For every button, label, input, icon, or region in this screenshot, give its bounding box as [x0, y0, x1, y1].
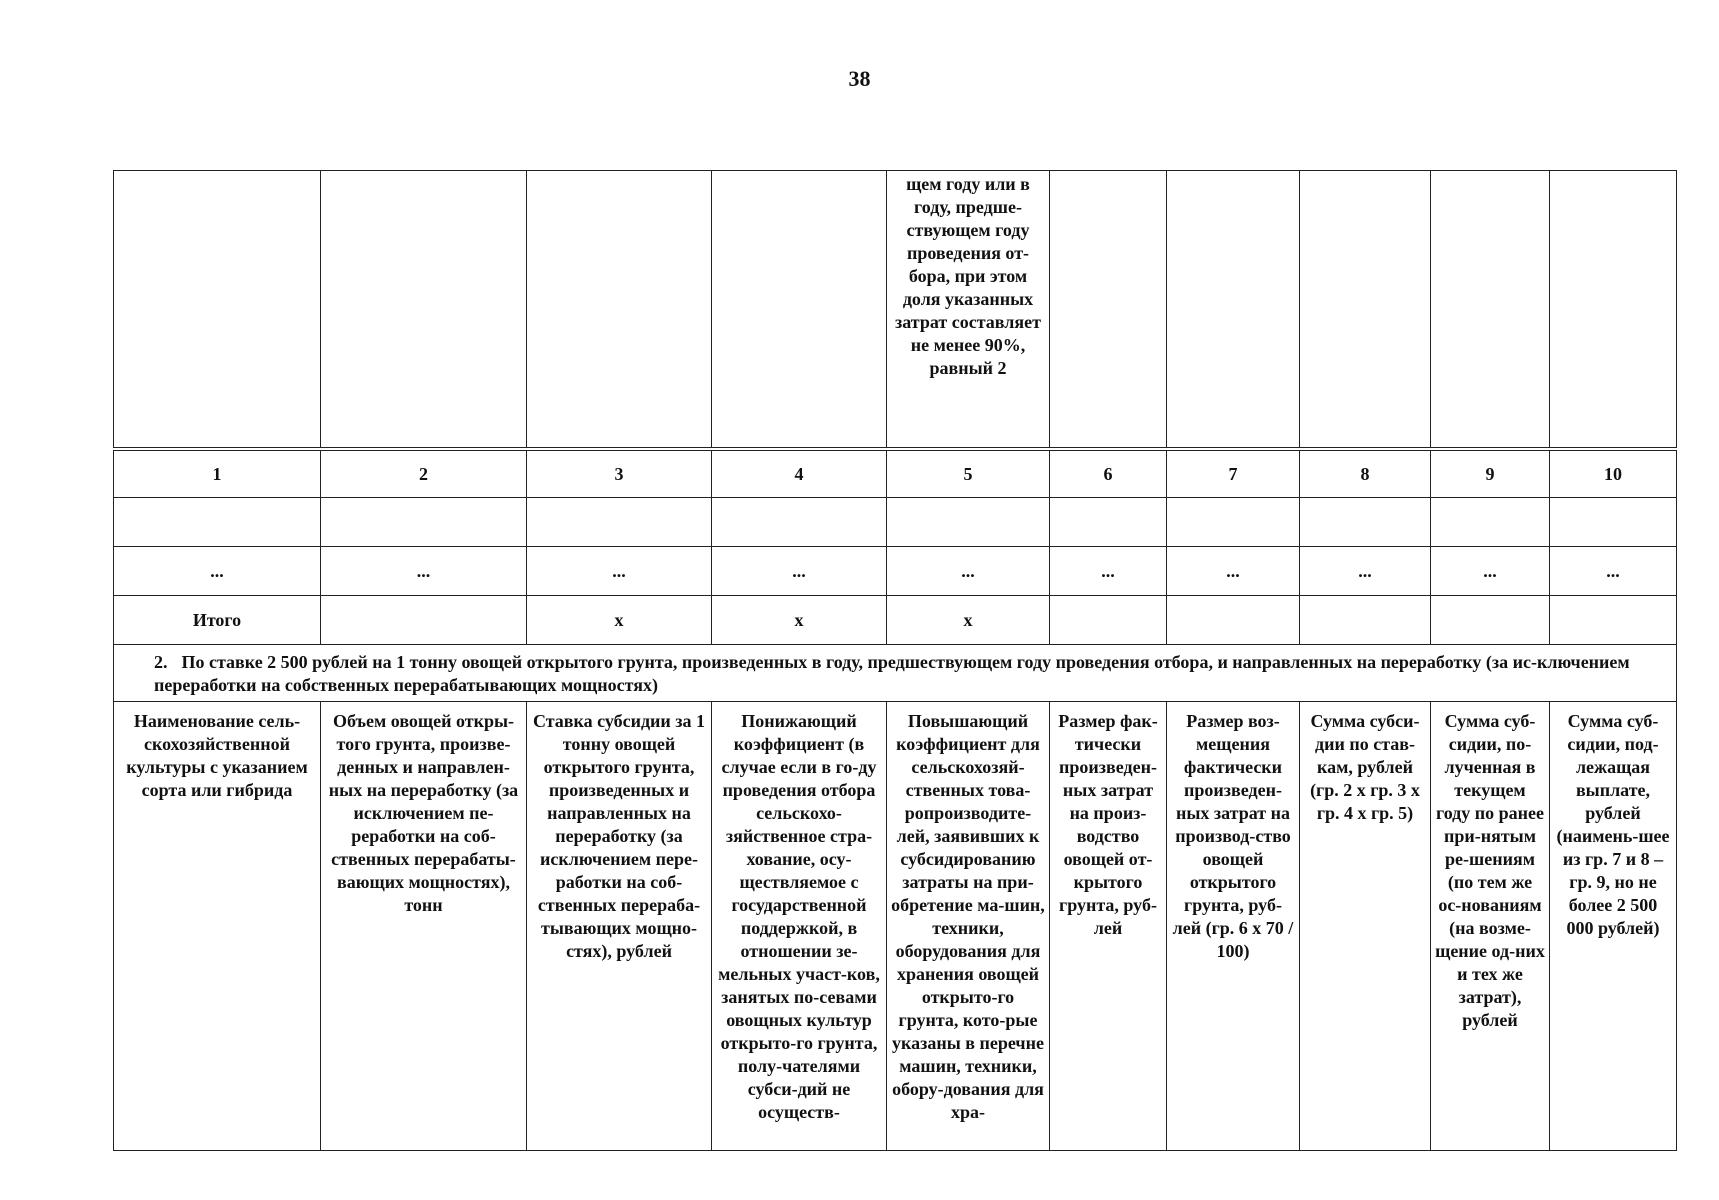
ellipsis-cell: ...	[887, 547, 1050, 596]
table-cell	[1050, 596, 1167, 645]
column-header-row	[114, 702, 1677, 1151]
table-cell	[321, 596, 527, 645]
section-number: 2.	[154, 652, 168, 672]
cell-empty	[1431, 171, 1550, 448]
table-cell	[712, 498, 887, 547]
cell-empty	[1050, 171, 1167, 448]
header-actual-costs: Размер фак-тически произведен-ных затрат на произ-водство овощей от-крытого грунта, руб-лей	[1050, 702, 1167, 1151]
column-number: 3	[527, 451, 712, 498]
ellipsis-cell: ...	[1300, 547, 1431, 596]
cell-empty	[1167, 171, 1300, 448]
continuation-table	[113, 170, 1677, 448]
table-cell	[1431, 498, 1550, 547]
table-cell	[1300, 596, 1431, 645]
ellipsis-cell: ...	[527, 547, 712, 596]
table-cell	[1167, 596, 1300, 645]
total-col5: х	[887, 596, 1050, 645]
page-number: 38	[848, 66, 871, 91]
column-number: 9	[1431, 451, 1550, 498]
table-cell	[321, 498, 527, 547]
ellipsis-cell: ...	[114, 547, 321, 596]
table-cell	[114, 498, 321, 547]
ellipsis-cell: ...	[321, 547, 527, 596]
total-row	[114, 596, 1677, 645]
column-number: 1	[114, 451, 321, 498]
continuation-row	[114, 171, 1677, 448]
ellipsis-cell: ...	[1550, 547, 1677, 596]
ellipsis-cell: ...	[712, 547, 887, 596]
header-reimbursement: Размер воз-мещения фактически произведен-ных затрат на производ-ство овощей открытого грунта, руб-лей (гр. 6 х 70 / 100)	[1167, 702, 1300, 1151]
column-number: 8	[1300, 451, 1431, 498]
continuation-text: щем году или в году, предше-ствующем году проведения от-бора, при этом доля указанных затрат составляет не менее 90%, равный 2	[887, 171, 1050, 448]
ellipsis-cell: ...	[1431, 547, 1550, 596]
header-subsidy-received: Сумма суб-сидии, по-лученная в текущем году по ранее при-нятым ре-шениям (по тем же ос-нованиям (на возме-щение од-них и тех же затрат), рублей	[1431, 702, 1550, 1151]
header-subsidy-payable: Сумма суб-сидии, под-лежащая выплате, рублей (наимень-шее из гр. 7 и 8 – гр. 9, но не более 2 500 000 рублей)	[1550, 702, 1677, 1151]
empty-data-row	[114, 498, 1677, 547]
total-label: Итого	[114, 596, 321, 645]
column-number: 4	[712, 451, 887, 498]
total-col3: х	[527, 596, 712, 645]
table-cell	[1550, 498, 1677, 547]
cell-empty	[321, 171, 527, 448]
table-cell	[1050, 498, 1167, 547]
table-cell	[887, 498, 1050, 547]
column-number: 7	[1167, 451, 1300, 498]
table-cell	[1431, 596, 1550, 645]
column-number: 2	[321, 451, 527, 498]
header-increasing-coefficient: Повышающий коэффициент для сельскохозяй-ственных това-ропроизводите-лей, заявивших к субсидированию затраты на при-обретение ма-шин, техники, оборудования для хранения овощей открыто-го грунта, кото-рые указаны в перечне машин, техники, обору-дования для хра-	[887, 702, 1050, 1151]
table-cell	[1167, 498, 1300, 547]
ellipsis-cell: ...	[1050, 547, 1167, 596]
cell-empty	[712, 171, 887, 448]
header-reducing-coefficient: Понижающий коэффициент (в случае если в го-ду проведения отбора сельскохо-зяйственное стра-хование, осу-ществляемое с государственной поддержкой, в отношении зе-мельных участ-ков, занятых по-севами овощных культур открыто-го грунта, полу-чателями субси-дий не осуществ-	[712, 702, 887, 1151]
column-number: 6	[1050, 451, 1167, 498]
header-volume: Объем овощей откры-того грунта, произве-денных и направлен-ных на переработку (за исключением пе-реработки на соб-ственных перерабаты-вающих мощностях), тонн	[321, 702, 527, 1151]
table-cell	[527, 498, 712, 547]
section-heading	[114, 645, 1677, 702]
cell-empty	[114, 171, 321, 448]
table-cell	[1550, 596, 1677, 645]
cell-empty	[1300, 171, 1431, 448]
column-number-row	[114, 451, 1677, 498]
column-number: 5	[887, 451, 1050, 498]
column-number: 10	[1550, 451, 1677, 498]
section-text: По ставке 2 500 рублей на 1 тонну овощей открытого грунта, произведенных в году, предшествующем году проведения отбора, и направленных на переработку (за ис-ключением переработки на собственных перерабатывающих мощностях)	[154, 652, 1630, 695]
ellipsis-cell: ...	[1167, 547, 1300, 596]
cell-empty	[1550, 171, 1677, 448]
ellipsis-row	[114, 547, 1677, 596]
total-col4: х	[712, 596, 887, 645]
header-rate: Ставка субсидии за 1 тонну овощей открытого грунта, произведенных и направленных на переработку (за исключением пере-работки на соб-ственных перераба-тывающих мощно-стях), рублей	[527, 702, 712, 1151]
header-subsidy-by-rates: Сумма субси-дии по став-кам, рублей (гр. 2 х гр. 3 х гр. 4 х гр. 5)	[1300, 702, 1431, 1151]
section-row	[114, 645, 1677, 702]
table-cell	[1300, 498, 1431, 547]
subsidy-table	[113, 450, 1677, 1151]
header-crop-name: Наименование сель-скохозяйственной культуры с указанием сорта или гибрида	[114, 702, 321, 1151]
cell-empty	[527, 171, 712, 448]
